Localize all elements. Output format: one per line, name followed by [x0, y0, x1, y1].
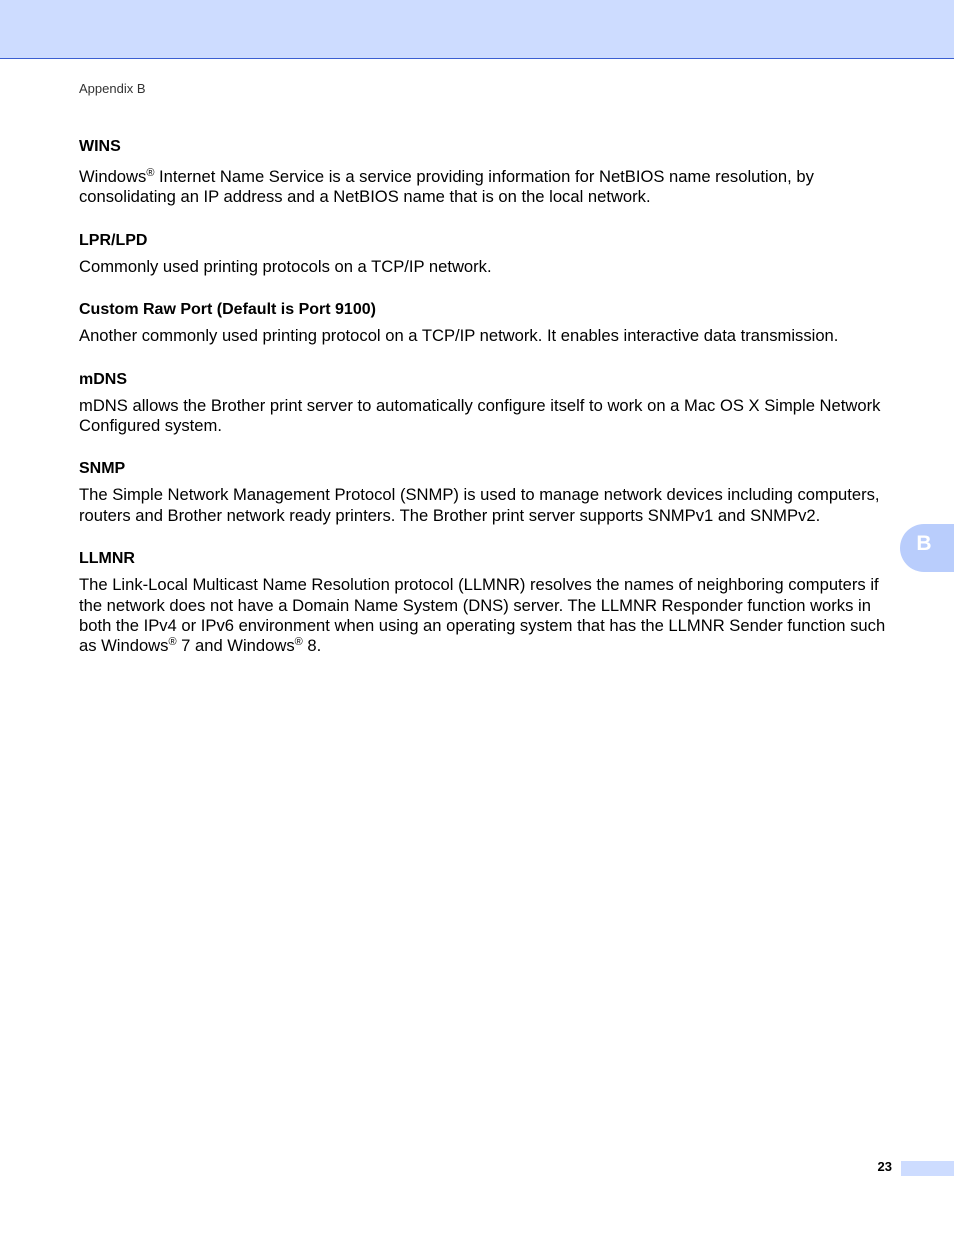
section-wins — [79, 137, 891, 208]
section-body: mDNS allows the Brother print server to automatically configure itself to work on a Mac OS X Simple Network Configured system. — [79, 395, 881, 436]
section-heading: LLMNR — [79, 550, 135, 568]
body-text: Windows — [79, 167, 147, 186]
footer-bar — [901, 1161, 954, 1176]
section-heading: SNMP — [79, 460, 126, 478]
section-body: Commonly used printing protocols on a TCP/IP network. — [79, 256, 492, 276]
header-band — [0, 0, 954, 59]
registered-mark: ® — [168, 636, 177, 649]
section-body — [79, 167, 891, 208]
chapter-tab-letter: B — [916, 532, 932, 555]
body-text: 8. — [302, 636, 322, 656]
body-text: 7 and Windows — [176, 636, 295, 656]
section-heading: WINS — [79, 138, 121, 155]
section-llmnr — [79, 549, 891, 657]
section-heading: Custom Raw Port (Default is Port 9100) — [79, 301, 376, 319]
page-number: 23 — [877, 1159, 892, 1174]
section-heading: mDNS — [79, 370, 128, 388]
registered-mark: ® — [146, 167, 155, 179]
section-body: The Simple Network Management Protocol (SNMP) is used to manage network devices including computers, routers and Brother network ready printers. The Brother print server supports SNMPv1 and SNMPv2. — [79, 485, 880, 525]
body-text: The Link-Local Multicast Name Resolution protocol (LLMNR) resolves the names of neighboring computers if the network does not have a Domain Name System (DNS) server. The LLMNR Responder function works in both the IPv4 or IPv6 environment when using an operating system that has the LLMNR Sender function such as Windows — [79, 575, 886, 656]
section-heading: LPR/LPD — [79, 231, 148, 249]
section-snmp — [79, 459, 891, 526]
section-lpr-lpd — [79, 231, 891, 277]
section-body: Another commonly used printing protocol on a TCP/IP network. It enables interactive data transmission. — [79, 326, 839, 346]
section-mdns — [79, 370, 891, 437]
section-custom-raw-port — [79, 300, 891, 346]
page-content — [79, 137, 891, 680]
registered-mark: ® — [294, 636, 303, 649]
running-head: Appendix B — [79, 81, 146, 96]
section-body — [79, 575, 891, 657]
body-text: Internet Name Service is a service providing information for NetBIOS name resolution, by consolidating an IP address and a NetBIOS name that is on the local network. — [79, 167, 814, 207]
